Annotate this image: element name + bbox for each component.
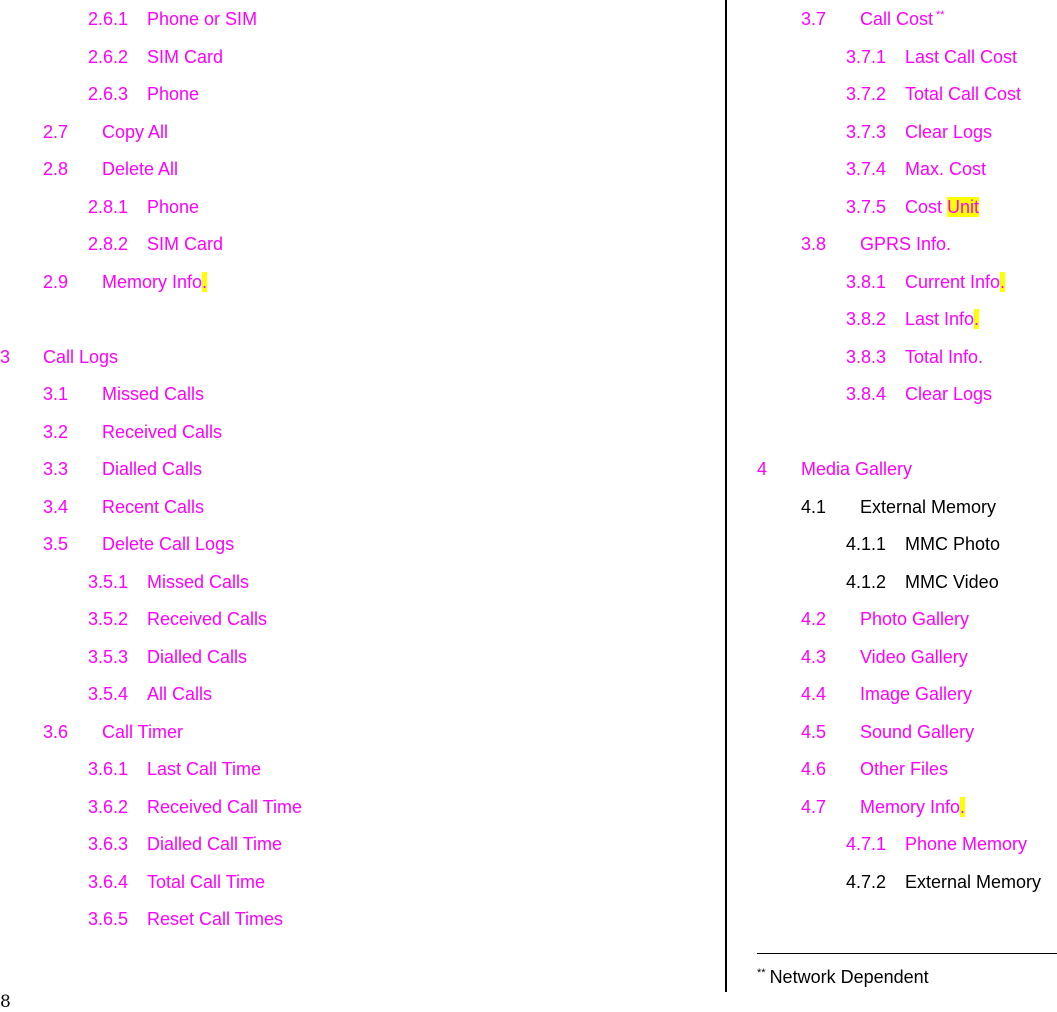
toc-entry-title (102, 271, 207, 293)
toc-entry-label: SIM Card (147, 234, 224, 254)
toc-entry-label: Phone (147, 197, 200, 217)
toc-entry-label: Image Gallery (860, 684, 973, 704)
toc-entry-label: External Memory (860, 497, 997, 517)
toc-entry-title (102, 721, 183, 743)
highlight-mark: . (1000, 272, 1006, 292)
toc-entry-title (860, 721, 974, 743)
toc-entry-label: Phone or SIM (147, 9, 258, 29)
toc-entry-label: Memory Info (860, 797, 961, 817)
toc-entry-label: MMC Video (905, 572, 999, 592)
toc-entry-number: 3.3 (43, 459, 69, 479)
toc-entry-label: Sound Gallery (860, 722, 975, 742)
toc-entry-number: 3.7 (801, 9, 827, 29)
toc-entry-label: Video Gallery (860, 647, 968, 667)
toc-entry-label: Clear Logs (905, 122, 993, 142)
toc-entry-title (905, 308, 979, 330)
toc-entry-title (860, 758, 948, 780)
toc-entry-label: Missed Calls (147, 572, 250, 592)
toc-entry-label: Cost (905, 197, 948, 217)
toc-entry-label: Delete All (102, 159, 179, 179)
toc-entry-label: Total Call Cost (905, 84, 1022, 104)
footnote-text: Network Dependent (769, 967, 929, 987)
toc-entry-title (905, 833, 1027, 855)
toc-entry-label: Last Call Cost (905, 47, 1018, 67)
toc-entry-label: Total Info. (905, 347, 984, 367)
toc-entry-label: Current Info (905, 272, 1001, 292)
toc-entry-label: Last Call Time (147, 759, 262, 779)
toc-entry-number: 4.1.1 (846, 534, 887, 554)
footnote-rule (757, 953, 1057, 954)
toc-entry-number: 2.6.2 (88, 47, 129, 67)
toc-entry-title (102, 383, 204, 405)
toc-entry-title (147, 196, 199, 218)
toc-entry-label: Received Calls (147, 609, 268, 629)
toc-entry-label: Call Cost (860, 9, 934, 29)
toc-entry-title (147, 46, 223, 68)
toc-entry-number: 3.5.4 (88, 684, 129, 704)
toc-entry-label: External Memory (905, 872, 1042, 892)
toc-entry-title (147, 233, 223, 255)
toc-entry-label: Reset Call Times (147, 909, 284, 929)
toc-entry-label: Total Call Time (147, 872, 266, 892)
toc-entry-number: 2.8.2 (88, 234, 129, 254)
toc-entry-title (860, 8, 945, 30)
toc-entry-title (905, 158, 986, 180)
toc-entry-number: 3.7.3 (846, 122, 887, 142)
toc-entry-label: All Calls (147, 684, 213, 704)
toc-entry-title (860, 608, 969, 630)
toc-entry-title (905, 121, 992, 143)
toc-entry-number: 3 (0, 347, 11, 367)
toc-entry-number: 3.7.4 (846, 159, 887, 179)
toc-entry-number: 3.8.4 (846, 384, 887, 404)
toc-entry-title (147, 796, 302, 818)
toc-entry-title (860, 233, 951, 255)
highlight-mark: Unit (947, 197, 980, 217)
highlight-mark: . (202, 272, 208, 292)
toc-entry-title (905, 196, 979, 218)
toc-entry-label: Call Logs (43, 347, 119, 367)
toc-entry-title (905, 533, 1000, 555)
toc-entry-number: 4.5 (801, 722, 827, 742)
toc-entry-number: 3.8.2 (846, 309, 887, 329)
toc-entry-title (147, 833, 282, 855)
toc-entry-title (801, 458, 912, 480)
toc-entry-number: 3.8.3 (846, 347, 887, 367)
toc-entry-label: Missed Calls (102, 384, 205, 404)
toc-entry-label: Received Calls (102, 422, 223, 442)
toc-entry-number: 3.6.5 (88, 909, 129, 929)
toc-entry-number: 4.6 (801, 759, 827, 779)
toc-entry-title (102, 158, 178, 180)
toc-entry-number: 4.1 (801, 497, 827, 517)
toc-entry-number: 3.7.1 (846, 47, 887, 67)
toc-entry-title (147, 608, 267, 630)
toc-entry-title (860, 796, 965, 818)
toc-entry-number: 4.3 (801, 647, 827, 667)
toc-entry-number: 3.6.2 (88, 797, 129, 817)
toc-entry-number: 3.7.2 (846, 84, 887, 104)
toc-entry-number: 4.7 (801, 797, 827, 817)
toc-entry-label: Photo Gallery (860, 609, 970, 629)
toc-entry-number: 3.6 (43, 722, 69, 742)
toc-entry-title (860, 646, 968, 668)
toc-entry-number: 2.8.1 (88, 197, 129, 217)
toc-entry-label: Max. Cost (905, 159, 987, 179)
toc-entry-number: 4 (757, 459, 768, 479)
toc-entry-title (147, 871, 265, 893)
toc-entry-title (102, 421, 222, 443)
toc-entry-number: 2.6.1 (88, 9, 129, 29)
toc-entry-number: 3.6.1 (88, 759, 129, 779)
toc-entry-title (147, 571, 249, 593)
toc-entry-title (860, 496, 996, 518)
toc-entry-number: 4.4 (801, 684, 827, 704)
toc-entry-number: 3.1 (43, 384, 69, 404)
toc-entry-title (905, 346, 983, 368)
toc-entry-label: Other Files (860, 759, 949, 779)
toc-entry-title (905, 83, 1021, 105)
toc-entry-number: 3.6.3 (88, 834, 129, 854)
toc-entry-title (147, 83, 199, 105)
toc-entry-title (147, 8, 257, 30)
toc-entry-label: MMC Photo (905, 534, 1001, 554)
toc-entry-label: Phone Memory (905, 834, 1028, 854)
toc-entry-title (43, 346, 118, 368)
toc-entry-title (905, 271, 1005, 293)
toc-entry-label: Dialled Calls (102, 459, 203, 479)
toc-entry-label: Delete Call Logs (102, 534, 235, 554)
toc-entry-number: 3.4 (43, 497, 69, 517)
toc-entry-title (905, 383, 992, 405)
toc-entry-title (102, 121, 168, 143)
toc-entry-label: Dialled Calls (147, 647, 248, 667)
toc-entry-label: Clear Logs (905, 384, 993, 404)
toc-entry-number: 3.5.2 (88, 609, 129, 629)
toc-entry-title (905, 46, 1017, 68)
toc-entry-title (102, 496, 204, 518)
footnote (757, 966, 929, 988)
toc-entry-label: Phone (147, 84, 200, 104)
highlight-mark: . (974, 309, 980, 329)
toc-entry-number: 3.8 (801, 234, 827, 254)
toc-entry-number: 4.7.2 (846, 872, 887, 892)
toc-entry-label: Last Info (905, 309, 975, 329)
footnote-reference: ** (936, 9, 945, 21)
toc-entry-number: 2.7 (43, 122, 69, 142)
toc-entry-number: 4.1.2 (846, 572, 887, 592)
toc-entry-number: 2.6.3 (88, 84, 129, 104)
toc-entry-label: Copy All (102, 122, 169, 142)
toc-entry-label: Media Gallery (801, 459, 913, 479)
page-number: 8 (0, 992, 11, 1012)
toc-entry-number: 4.7.1 (846, 834, 887, 854)
toc-entry-title (905, 571, 999, 593)
toc-entry-title (147, 758, 261, 780)
toc-entry-label: SIM Card (147, 47, 224, 67)
toc-entry-number: 2.9 (43, 272, 69, 292)
toc-entry-label: Call Timer (102, 722, 184, 742)
toc-entry-title (102, 458, 202, 480)
toc-entry-title (860, 683, 972, 705)
toc-entry-label: Memory Info (102, 272, 203, 292)
footnote-marker: ** (757, 967, 766, 979)
toc-entry-number: 2.8 (43, 159, 69, 179)
toc-entry-number: 3.6.4 (88, 872, 129, 892)
toc-entry-number: 3.5.1 (88, 572, 129, 592)
toc-entry-number: 3.5 (43, 534, 69, 554)
toc-entry-title (102, 533, 234, 555)
toc-entry-number: 4.2 (801, 609, 827, 629)
toc-entry-number: 3.5.3 (88, 647, 129, 667)
toc-entry-number: 3.2 (43, 422, 69, 442)
highlight-mark: . (960, 797, 966, 817)
toc-entry-label: Recent Calls (102, 497, 205, 517)
toc-entry-number: 3.8.1 (846, 272, 887, 292)
toc-entry-label: Received Call Time (147, 797, 303, 817)
toc-entry-title (147, 646, 247, 668)
column-divider (725, 0, 727, 992)
toc-entry-title (147, 683, 212, 705)
toc-entry-title (905, 871, 1041, 893)
toc-entry-title (147, 908, 283, 930)
toc-entry-label: GPRS Info. (860, 234, 952, 254)
toc-entry-label: Dialled Call Time (147, 834, 283, 854)
toc-entry-number: 3.7.5 (846, 197, 887, 217)
